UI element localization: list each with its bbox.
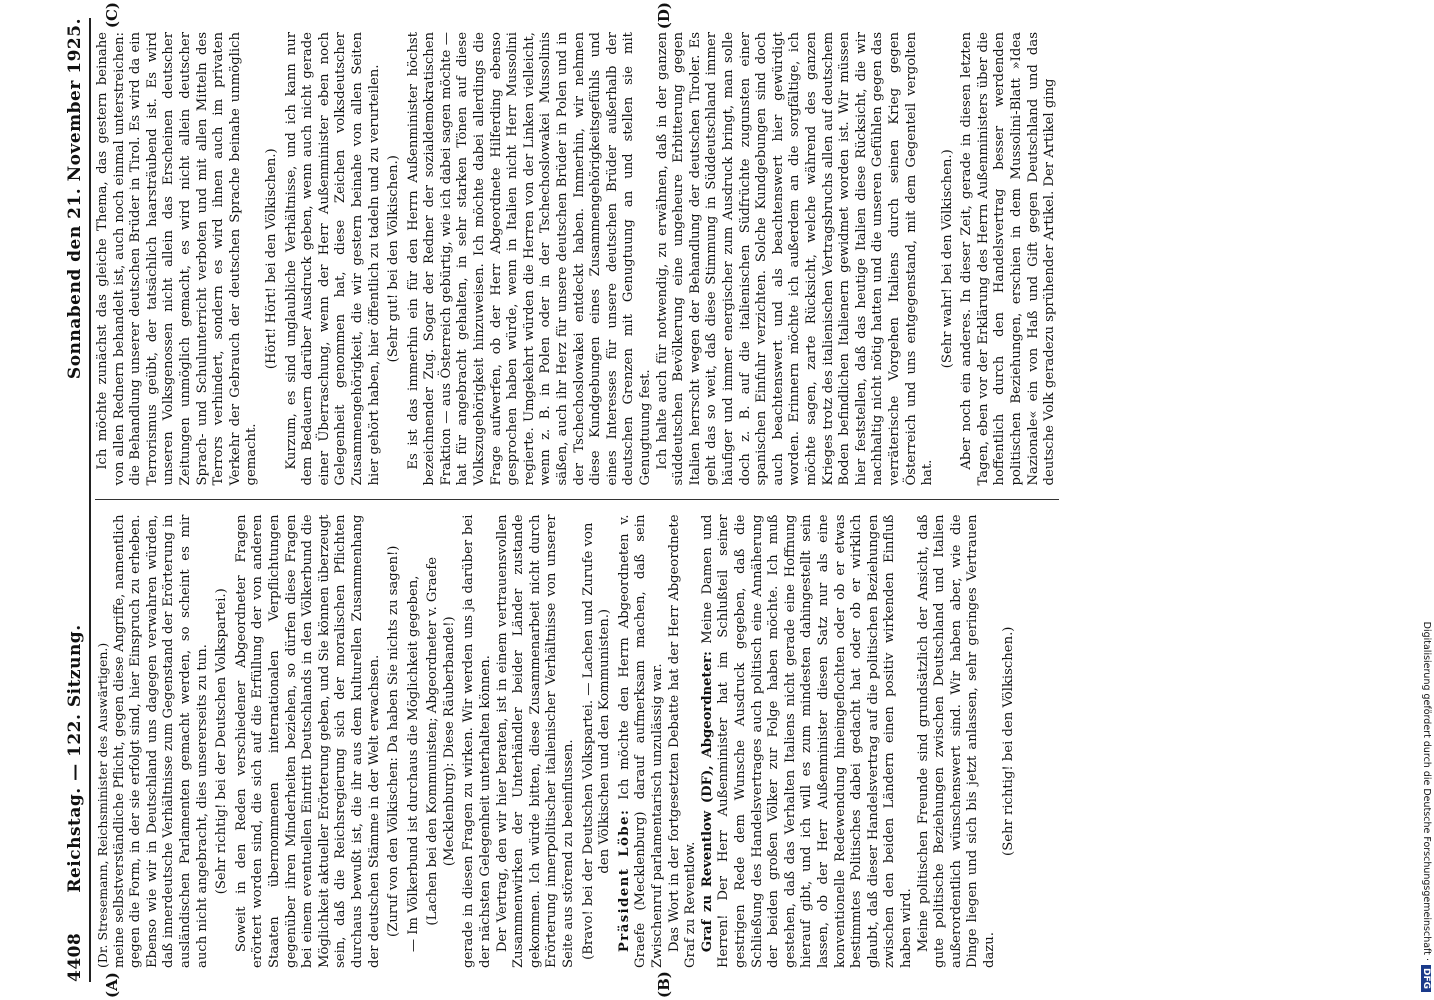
- digitization-credit: [1418, 8, 1434, 992]
- paragraph: meine selbstverständliche Pflicht, gegen diese Angriffe, namentlich gegen die Form, in der sie erfolgt sind, hier Einspruch zu erheben. Ebenso wie wir in Deutschland uns dagegen verwahren würden, daß innerdeutsche Verhältnisse zum Gegenstand der Erörterung in ausländischen Parlamenten gemacht werden, so scheint es mir auch nicht angebracht, dies unsererseits zu tun.: [111, 514, 210, 968]
- right-column: [95, 18, 1059, 501]
- paragraph: Es ist das immerhin ein für den Herrn Außenminister höchst bezeichnender Zug. Sogar der Redner der sozialdemokratischen Fraktion — aus Österreich gebürtig, wie ich dabei sagen möchte — hat für angebracht gehalten, in sehr starken Tönen auf diese Volkszugehörigkeit hinzuweisen. Ich möchte dabei allerdings die Frage aufwerfen, ob der Herr Abgeordnete Hilferding ebenso gesprochen haben würde, wenn in Italien nicht Herr Mussolini regierte. Umgekehrt würden die Herren von der Linken vielleicht, wenn z. B. in Polen oder in der Tschechoslowakei Mussolinis säßen, auch ihr Herz für unsere deutschen Brüder in Polen und in der Tschechoslowakei entdeckt haben. Immerhin, wir nehmen diese Kundgebungen eines Zusammengehörigkeitsgefühls und eines Interesses für unsere deutschen Brüder außerhalb der deutschen Grenzen mit Genugtuung an und stellen sie mit Genugtuung fest.: [405, 32, 653, 486]
- left-column: [95, 501, 1059, 983]
- paragraph: Der Vertrag, den wir hier beraten, ist in einem vertrauensvollen Zusammenwirken der Unterhändler beider Länder zustande gekommen. Ich würde bitten, diese Zusammenarbeit nicht durch Erörterung innerpolitischer italienischer Verhältnisse von unserer Seite aus störend zu beeinflussen.: [494, 514, 577, 968]
- session-date: Sonnabend den 21. November 1925.: [65, 18, 85, 380]
- page-header: [65, 18, 91, 982]
- paragraph: Ich halte auch für notwendig, zu erwähnen, daß in der ganzen süddeutschen Bevölkerung eine ungeheure Erbitterung gegen Italien herrscht wegen der Behandlung der deutschen Tiroler. Es geht das so weit, daß diese Stimmung in Süddeutschland immer häufiger und immer energischer zum Ausdruck bringt, man solle doch z. B. auf die italienischen Südfrüchte zugunsten einer spanischen Einfuhr verzichten. Solche Kundgebungen sind doch auch beachtenswert und als beachtenswert hier gewürdigt worden. Erinnern möchte ich außerdem an die sorgfältige, ich möchte sagen, zarte Rücksicht, welche während des ganzen Krieges trotz des italienischen Vertragsbruchs allen auf deutschem Boden befindlichen Italienern gewidmet worden ist. Wir müssen hier feststellen, daß das heutige Italien diese Rücksicht, die wir nachhaltig nicht nötig hatten und die unseren Gefühlen gegen das verräterische Vorgehen Italiens durch seinen Krieg gegen Österreich und uns entgegenstand, mit dem Gegenteil vergolten hat.: [654, 32, 936, 486]
- paragraph: Ich möchte zunächst das gleiche Thema, das gestern beinahe von allen Rednern behandelt ist, auch noch einmal unterstreichen: die Behandlung unserer deutschen Brüder in Tirol. Es wird da ein Terrorismus geübt, der tatsächlich haarsträubend ist. Es wird unseren Volksgenossen nicht allein das Erscheinen deutscher Zeitungen unmöglich gemacht, es wird nicht allein deutscher Sprach- und Schulunterricht verboten und mit allen Mitteln des Terrors verhindert, sondern es wird ihnen auch im privaten Verkehr der Gebrauch der deutschen Sprache beinahe unmöglich gemacht.: [95, 32, 260, 486]
- paragraph: [700, 515, 916, 969]
- paragraph: Soweit in den Reden verschiedener Abgeordneter Fragen erörtert worden sind, die sich auf die Erfüllung der von anderen Staaten übernommenen internationalen Verpflichtungen gegenüber ihren Minderheiten beziehen, so dürfen diese Fragen bei einem eventuellen Eintritt Deutschlands in den Völkerbund die Möglichkeit aktueller Erörterung geben, und Sie können überzeugt sein, daß die Reichsregierung sich der moralischen Pflichten durchaus bewußt ist, die ihr aus dem kulturellen Zusammenhang der deutschen Stämme in der Welt erwachsen.: [233, 514, 382, 968]
- credit-text: Digitalisierung gefördert durch die Deutsche Forschungsgemeinschaft ·: [1421, 621, 1432, 961]
- reaction: (Lachen bei den Kommunisten; Abgeordneter v. Graefe (Mecklenburg): Diese Räuberbande!): [425, 556, 457, 926]
- speech-text: Ich möchte den Herrn Abgeordneten v. Graefe (Mecklenburg) darauf aufmerksam machen, daß sein Zwischenruf parlamentarisch unzulässig war.: [616, 514, 665, 968]
- paragraph: Meine politischen Freunde sind grundsätzlich der Ansicht, daß gute politische Beziehungen zwischen Deutschland und Italien außerordentlich wünschenswert sind. Wir haben aber, wie die Dinge liegen und sich bis jetzt anlassen, sehr geringes Vertrauen dazu.: [915, 514, 997, 968]
- reaction: (Zuruf von den Völkischen: Da haben Sie nichts zu sagen!): [386, 545, 402, 937]
- margin-mark-b: (B): [655, 971, 673, 998]
- paragraph: Kurzum, es sind unglaubliche Verhältnisse, und ich kann nur dem Bedauern darüber Ausdruck geben, wenn auch nicht gerade einer Überraschung, wenn der Herr Außenminister eben noch Gelegenheit genommen hat, diese Zeichen volksdeutscher Zusammengehörigkeit, die wir gestern beinahe von allen Seiten hier gehört haben, hier öffentlich zu tadeln und zu verurteilen.: [283, 32, 382, 486]
- page-number: 4408: [65, 932, 85, 982]
- speaker-name: Graf zu Reventlow (DF), Abgeordneter:: [699, 651, 715, 953]
- dfg-logo: DFG: [1421, 965, 1431, 992]
- paragraph: Aber noch ein anderes. In dieser Zeit, gerade in diesen letzten Tagen, eben vor der Erklärung des Herrn Außenministers über die hoffentlich durch den Handelsvertrag besser werdenden politischen Beziehungen, erschien in dem Mussolini-Blatt »Idea Nazionale« ein von Haß und Gift gegen Deutschland und das deutsche Volk geradezu sprühender Artikel. Der Artikel ging: [959, 32, 1058, 486]
- margin-mark-a: (A): [103, 972, 121, 998]
- reaction: (Sehr richtig! bei den Völkischen.): [1001, 626, 1017, 856]
- reaction: (Sehr gut! bei den Völkischen.): [386, 155, 402, 363]
- paragraph: — Im Völkerbund ist durchaus die Möglichkeit gegeben,: [405, 575, 421, 953]
- margin-mark-d: (D): [655, 2, 673, 30]
- reaction: (Sehr richtig! bei der Deutschen Volkspartei.): [214, 588, 230, 895]
- reaction: (Hört! Hört! bei den Völkischen.): [263, 148, 279, 370]
- text-columns: [95, 2, 1059, 998]
- newspaper-page: [55, 0, 1355, 1000]
- speaker-name: Präsident Löbe:: [616, 808, 632, 953]
- margin-mark-c: (C): [103, 2, 121, 29]
- paragraph: Das Wort in der fortgesetzten Debatte hat der Herr Abgeordnete Graf zu Reventlow.: [666, 514, 699, 968]
- paragraph: [617, 515, 667, 969]
- speech-text: Meine Damen und Herren! Der Herr Außenminister hat im Schlußteil seiner gestrigen Rede dem Wunsche Ausdruck gegeben, daß die Schließung des Handelsvertrages auch politisch eine Annäherung der beiden großen Völker zur Folge haben möchte. Ich muß gestehen, daß das Verhalten Italiens nicht gerade eine Hoffnung hierauf gibt, und ich will es zum mindesten dahingestellt sein lassen, ob der Herr Außenminister diesen Satz nur als eine konventionelle Redewendung hineingeflochten oder ob er etwas bestimmtes Politisches dabei gedacht hat oder ob er wirklich glaubt, daß dieser Handelsvertrag auf die politischen Beziehungen zwischen den beiden Ländern einen positiv wirkenden Einfluß haben wird.: [699, 514, 914, 968]
- reaction: (Sehr wahr! bei den Völkischen.): [939, 149, 955, 369]
- session-title: Reichstag. — 122. Sitzung.: [65, 624, 85, 893]
- reaction: (Bravo! bei der Deutschen Volkspartei. — Lachen und Zurufe von den Völkischen und den Kommunisten.): [580, 522, 613, 960]
- speaker-continuation: (Dr. Stresemann, Reichsminister des Auswärtigen.): [95, 642, 110, 968]
- paragraph: gerade in diesen Fragen zu wirken. Wir werden uns ja darüber bei der nächsten Gelegenheit unterhalten können.: [461, 514, 494, 968]
